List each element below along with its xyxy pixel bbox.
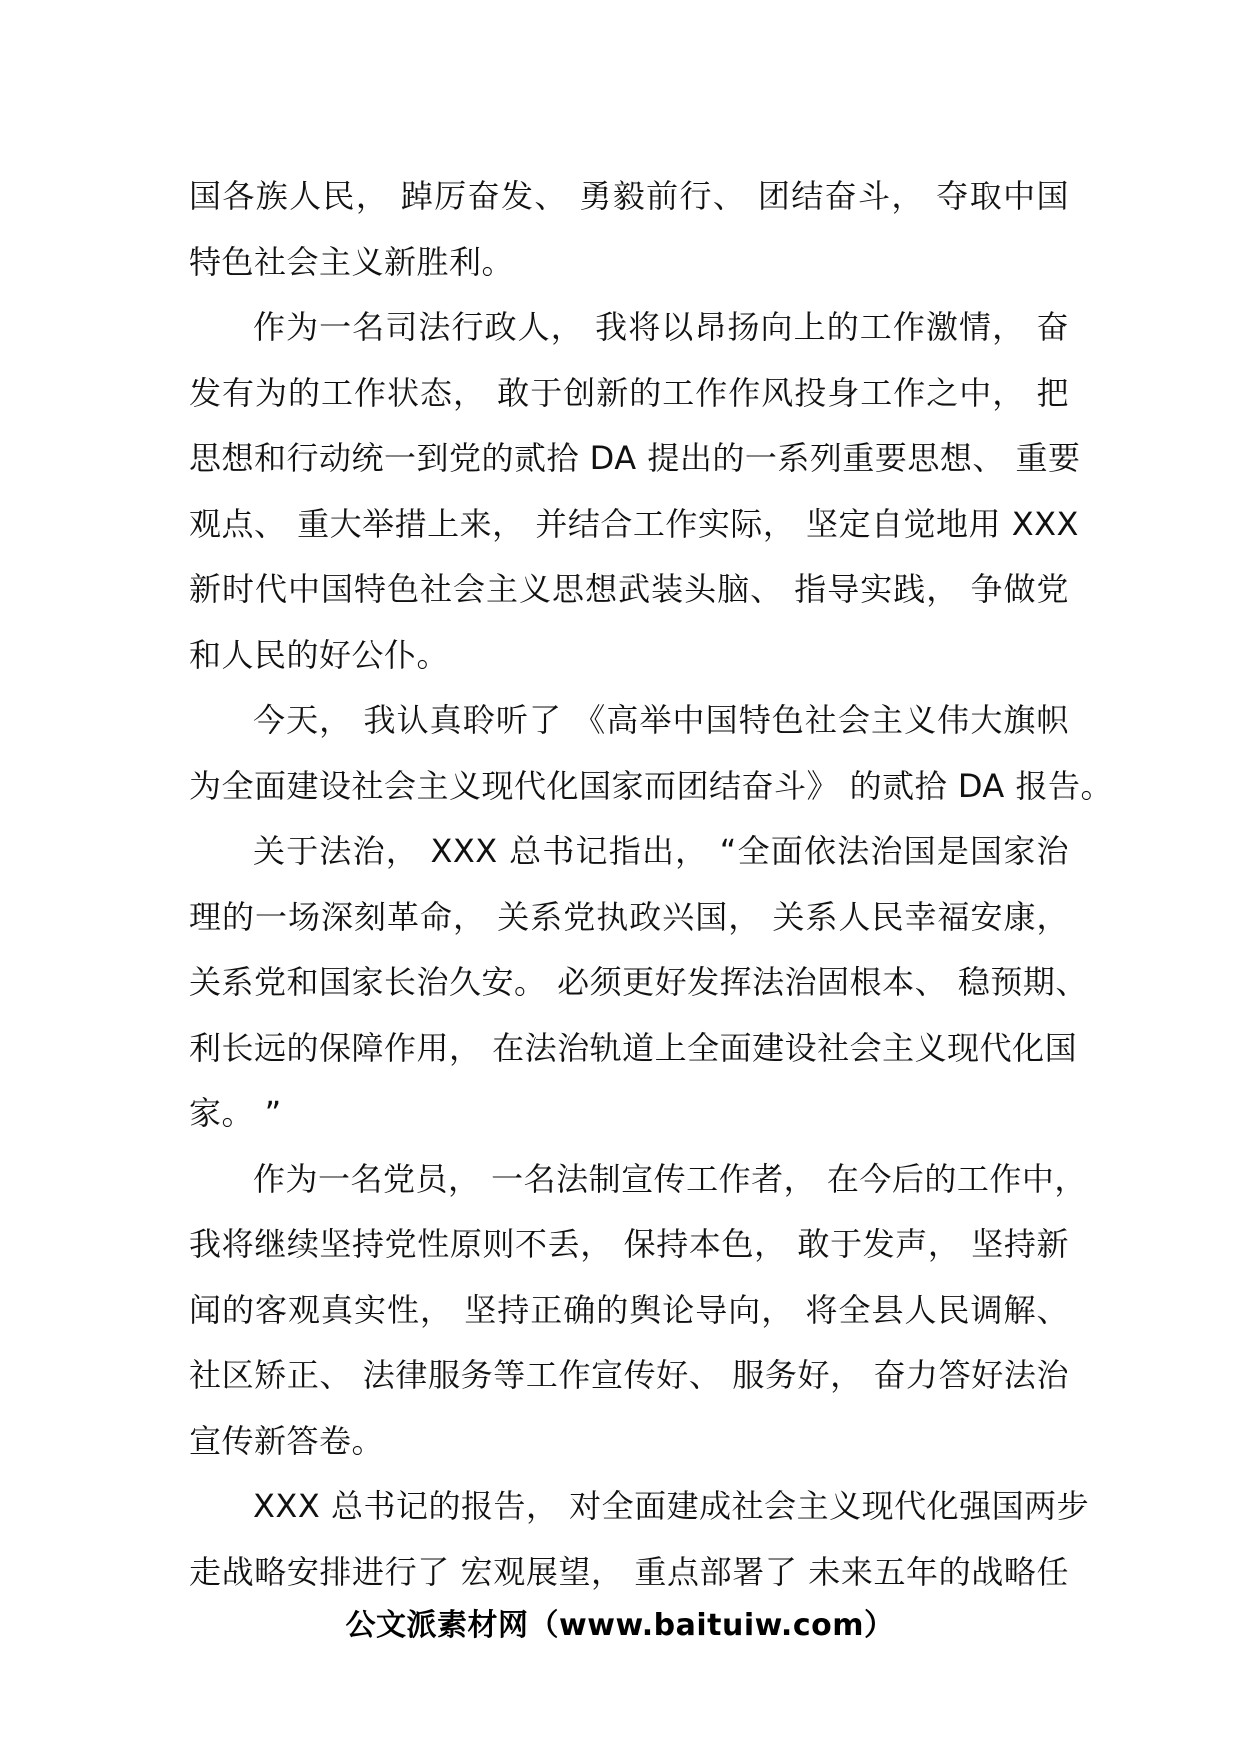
text-line: 今天， 我认真聆听了 《高举中国特色社会主义伟大旗帜: [253, 701, 1069, 739]
text-line: 关系党和国家长治久安。 必须更好发挥法治固根本、 稳预期、: [189, 963, 1088, 1001]
text-line: 社区矫正、 法律服务等工作宣传好、 服务好， 奋力答好法治: [189, 1356, 1069, 1394]
text-line: 闻的客观真实性， 坚持正确的舆论导向， 将全县人民调解、: [189, 1290, 1069, 1329]
footer-watermark: 公文派素材网（www.baituiw.com）: [345, 1608, 895, 1643]
text-line: 和人民的好公仆。: [189, 635, 450, 674]
text-line: 为全面建设社会主义现代化国家而团结奋斗》 的贰拾 DA 报告。: [189, 766, 1113, 805]
text-line: 国各族人民， 踔厉奋发、 勇毅前行、 团结奋斗， 夺取中国: [189, 177, 1069, 215]
text-line: 走战略安排进行了 宏观展望， 重点部署了 未来五年的战略任: [189, 1552, 1069, 1591]
text-line: 利长远的保障作用， 在法治轨道上全面建设社会主义现代化国: [189, 1028, 1078, 1067]
text-line: 我将继续坚持党性原则不丢， 保持本色， 敢于发声， 坚持新: [189, 1225, 1069, 1263]
text-line: 思想和行动统一到党的贰拾 DA 提出的一系列重要思想、 重要: [189, 439, 1081, 477]
text-line: 家。 ”: [189, 1094, 282, 1132]
text-line: 理的一场深刻革命， 关系党执政兴国， 关系人民幸福安康，: [189, 897, 1069, 936]
text-line: 观点、 重大举措上来， 并结合工作实际， 坚定自觉地用 XXX: [189, 504, 1079, 543]
text-line: 特色社会主义新胜利。: [189, 242, 515, 281]
text-line: 作为一名党员， 一名法制宣传工作者， 在今后的工作中，: [253, 1159, 1087, 1198]
text-line: 作为一名司法行政人， 我将以昂扬向上的工作激情， 奋: [253, 308, 1069, 346]
text-line: 发有为的工作状态， 敢于创新的工作作风投身工作之中， 把: [189, 373, 1069, 412]
text-line: 宣传新答卷。: [189, 1421, 385, 1460]
text-line: 新时代中国特色社会主义思想武装头脑、 指导实践， 争做党: [189, 570, 1069, 608]
text-line: XXX 总书记的报告， 对全面建成社会主义现代化强国两步: [253, 1487, 1090, 1525]
document-body: [189, 164, 1113, 1605]
text-line: 关于法治， XXX 总书记指出， “全面依法治国是国家治: [253, 832, 1069, 870]
